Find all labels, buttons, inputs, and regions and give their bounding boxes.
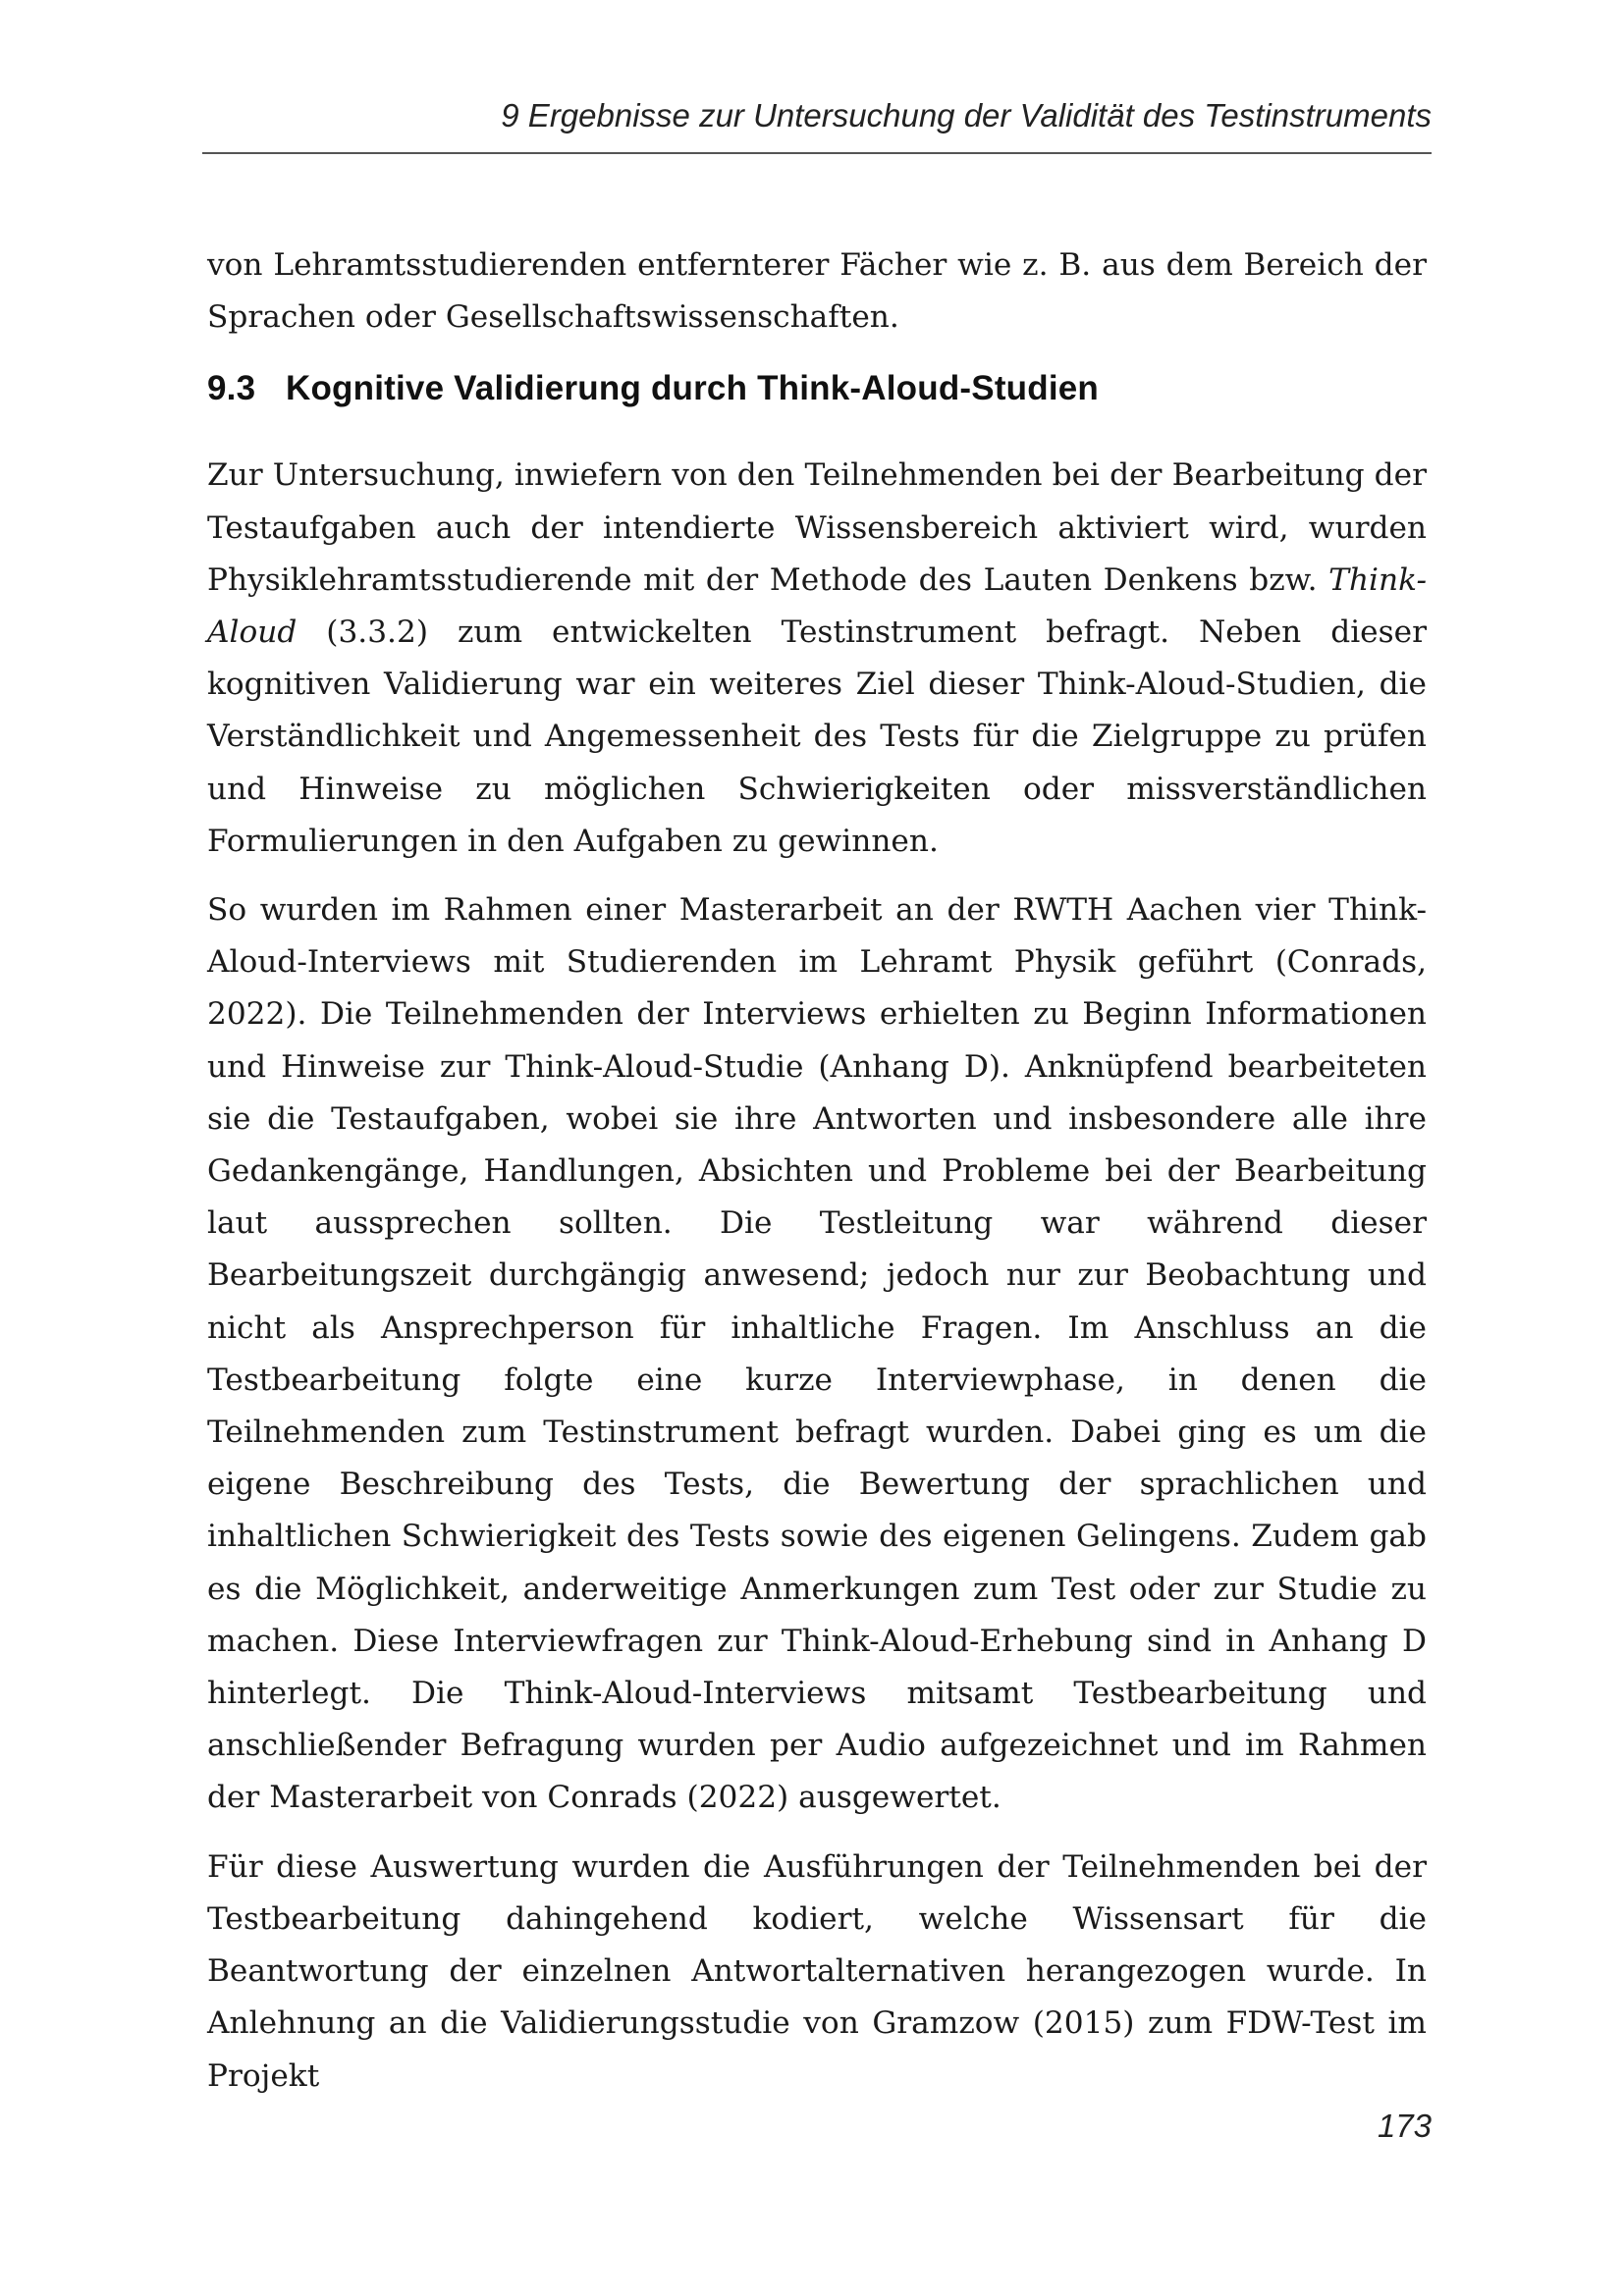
paragraph-1-text-b: (3.3.2) zum entwickelten Testinstrument befragt. Neben dieser kognitiven Validierung war ein weiteres Ziel dieser Think-Aloud-Studien, die Verständlichkeit und Angemessenheit des Tests für die Zielgruppe zu prüfen und Hinweise zu möglichen Schwierigkeiten oder missverständlichen Formulierungen in den Aufgaben zu gewinnen. (207, 614, 1427, 859)
section-title: Kognitive Validierung durch Think-Aloud-Studien (286, 369, 1100, 408)
running-header: 9 Ergebnisse zur Untersuchung der Validität des Testinstruments (501, 97, 1432, 133)
paragraph-2: So wurden im Rahmen einer Masterarbeit an der RWTH Aachen vier Think-Aloud-Interviews mit Studierenden im Lehramt Physik geführt (Conrads, 2022). Die Teilnehmenden der Interviews erhielten zu Beginn Informationen und Hinweise zur Think-Aloud-Studie (Anhang D). Anknüpfend bearbeiteten sie die Testaufgaben, wobei sie ihre Antworten und insbesondere alle ihre Gedankengänge, Handlungen, Absichten und Probleme bei der Bearbeitung laut aussprechen sollten. Die Testleitung war während dieser Bearbeitungszeit durchgängig anwesend; jedoch nur zur Beobachtung und nicht als Ansprechperson für inhaltliche Fragen. Im Anschluss an die Testbearbeitung folgte eine kurze Interviewphase, in denen die Teilnehmenden zum Testinstrument befragt wurden. Dabei ging es um die eigene Beschreibung des Tests, die Bewertung der sprachlichen und inhaltlichen Schwierigkeit des Tests sowie des eigenen Gelingens. Zudem gab es die Möglichkeit, anderweitige Anmerkungen zum Test oder zur Studie zu machen. Diese Interviewfragen zur Think-Aloud-Erhebung sind in Anhang D hinterlegt. Die Think-Aloud-Interviews mitsamt Testbearbeitung und anschließender Befragung wurden per Audio aufgezeichnet und im Rahmen der Masterarbeit von Conrads (2022) ausgewertet. (207, 892, 1427, 1816)
paragraph-1-text-a: Zur Untersuchung, inwiefern von den Teilnehmenden bei der Bearbeitung der Testaufgaben auch der intendierte Wissensbereich aktiviert wird, wurden Physiklehramtsstudierende mit der Methode des Lauten Denkens bzw. (207, 457, 1427, 598)
paragraph-3: Für diese Auswertung wurden die Ausführungen der Teilnehmenden bei der Testbearbeitung dahingehend kodiert, welche Wissensart für die Beantwortung der einzelnen Antwortalternativen herangezogen wurde. In Anlehnung an die Validierungsstudie von Gramzow (2015) zum FDW-Test im Projekt (207, 1848, 1427, 2094)
header-rule (202, 152, 1432, 154)
paragraph-1-emphasis: Think-Aloud (207, 561, 1427, 651)
page-number: 173 (1377, 2108, 1432, 2144)
continuation-paragraph: von Lehramtsstudierenden entfernterer Fächer wie z. B. aus dem Bereich der Sprachen oder Gesellschaftswissenschaften. (207, 247, 1427, 336)
paragraph-1 (207, 450, 1427, 868)
page-content (207, 240, 1427, 2103)
section-number: 9.3 (207, 369, 256, 408)
section-heading (207, 367, 1427, 410)
